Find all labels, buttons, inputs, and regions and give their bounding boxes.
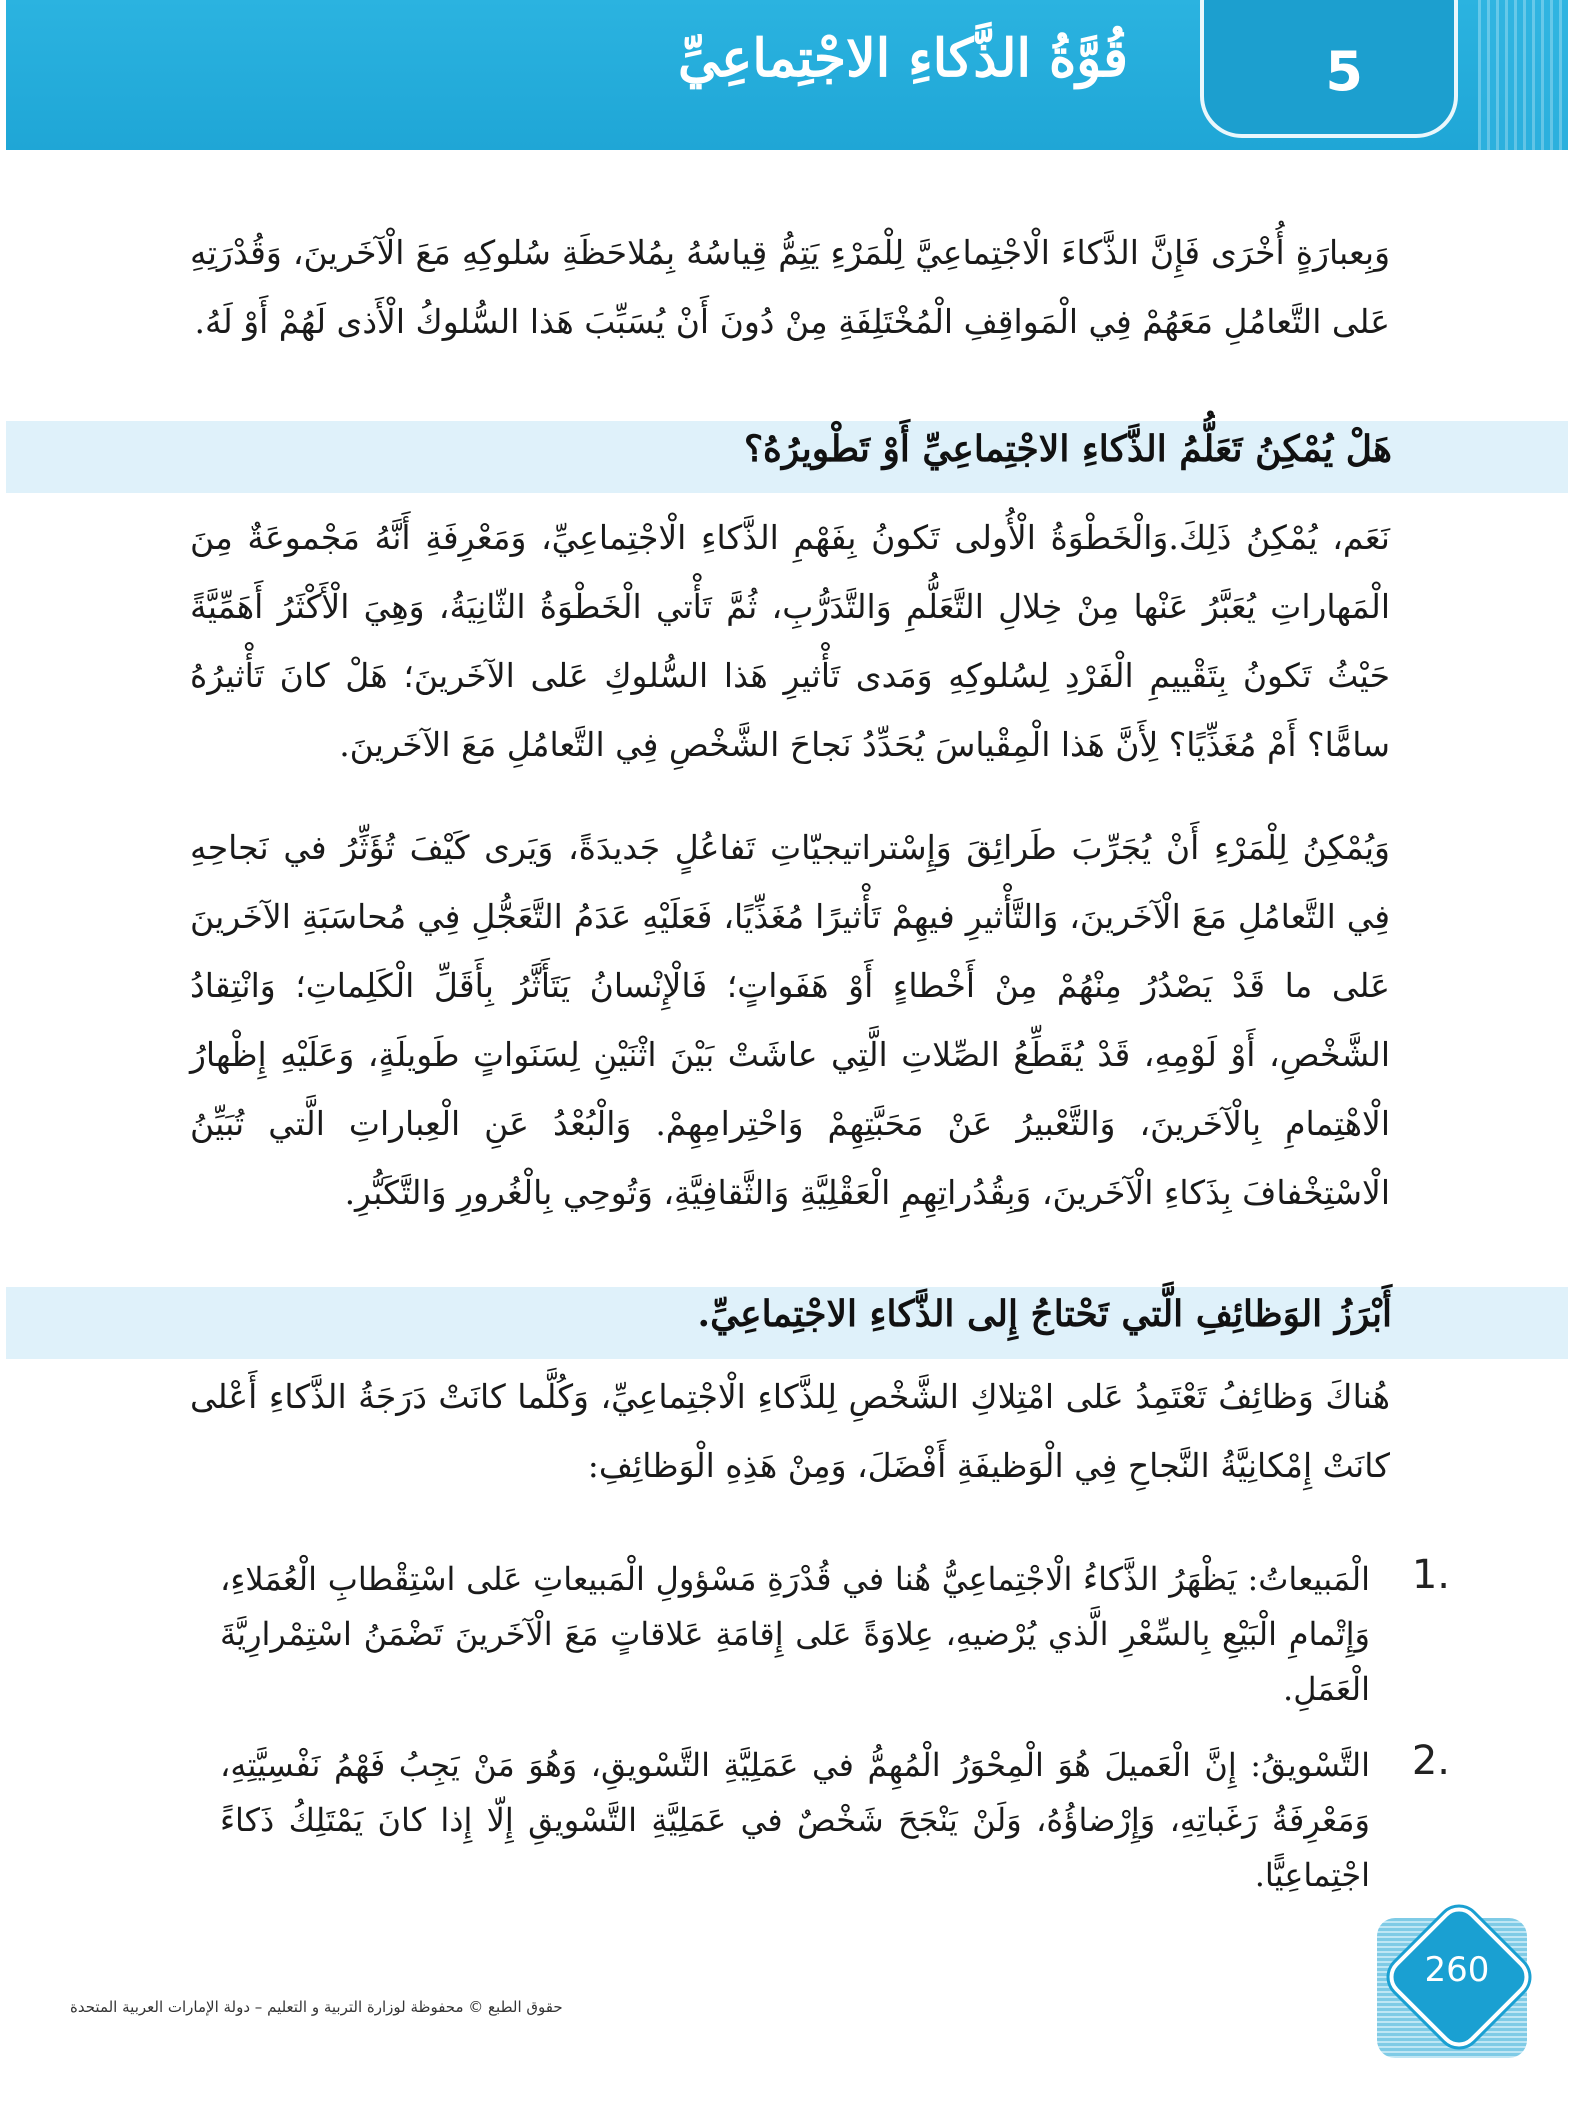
list-item-text: التَّسْويقُ: إِنَّ الْعَميلَ هُوَ الْمِحْوَرُ الْمُهِمُّ في عَمَلِيَّةِ التَّسْويقِ، وَهُوَ مَنْ يَجِبُ فَهْمُ نَفْسِيَّتِهِ، وَمَعْرِفَةُ رَغَباتِهِ، وَإِرْضاؤُهُ، وَلَنْ يَنْجَحَ شَخْصٌ في عَمَلِيَّةِ التَّسْويقِ إِلّا إِذا كانَ يَمْتَلِكُ ذَكاءً اجْتِماعِيًّا. bbox=[220, 1746, 1371, 1894]
list-item bbox=[220, 1738, 1450, 1938]
learn-paragraph-2: وَيُمْكِنُ لِلْمَرْءِ أَنْ يُجَرِّبَ طَرائِقَ وَإِسْتراتيجيّاتِ تَفاعُلٍ جَديدَةً، وَيَرى كَيْفَ تُؤَثِّرُ في نَجاحِهِ فِي التَّعامُلِ مَعَ الْآخَرينَ، وَالتَّأْثيرِ فيهِمْ تَأْثيرًا مُغَذِّيًا، فَعَلَيْهِ عَدَمُ التَّعَجُّلِ فِي مُحاسَبَةِ الآخَرينَ عَلى ما قَدْ يَصْدُرُ مِنْهُمْ مِنْ أَخْطاءٍ أَوْ هَفَواتٍ؛ فَالْإِنْسانُ يَتَأَثَّرُ بِأَقَلِّ الْكَلِماتِ؛ وَانْتِقادُ الشَّخْصِ، أَوْ لَوْمِهِ، قَدْ يُقَطِّعُ الصِّلاتِ الَّتِي عاشَتْ بَيْنَ اثْنَيْنِ لِسَنَواتٍ طَويلَةٍ، وَعَلَيْهِ إِظْهارُ الْاهْتِمامِ بِالْآخَرينَ، وَالتَّعْبيرُ عَنْ مَحَبَّتِهِمْ وَاحْتِرامِهِمْ. وَالْبُعْدُ عَنِ الْعِباراتِ الَّتي تُبَيِّنُ الْاسْتِخْفافَ بِذَكاءِ الْآخَرينَ، وَبِقُدُراتِهِمِ الْعَقْلِيَّةِ وَالثَّقافِيَّةِ، وَتُوحِي بِالْغُرورِ وَالتَّكَبُّرِ. bbox=[190, 828, 1390, 1212]
jobs-intro-paragraph: هُناكَ وَظائِفُ تَعْتَمِدُ عَلى امْتِلاكِ الشَّخْصِ لِلذَّكاءِ الْاجْتِماعِيِّ، وَكُلَّما كانَتْ دَرَجَةُ الذَّكاءِ أَعْلى كانَتْ إِمْكانِيَّةُ النَّجاحِ فِي الْوَظيفَةِ أَفْضَلَ، وَمِنْ هَذِهِ الْوَظائِفِ: bbox=[190, 1377, 1390, 1485]
intro-paragraph: وَبِعبارَةٍ أُخْرَى فَإِنَّ الذَّكاءَ الْاجْتِماعِيَّ لِلْمَرْءِ يَتِمُّ قِياسُهُ بِمُلاحَظَةِ سُلوكِهِ مَعَ الْآخَرينَ، وَقُدْرَتِهِ عَلى التَّعامُلِ مَعَهُمْ فِي الْمَواقِفِ الْمُخْتَلِفَةِ مِنْ دُونَ أَنْ يُسَبِّبَ هَذا السُّلوكُ الْأَذى لَهُمْ أَوْ لَهُ. bbox=[190, 233, 1390, 341]
chapter-title: قُوَّةُ الذَّكاءِ الاجْتِماعِيِّ bbox=[677, 28, 1128, 89]
banner-pattern bbox=[1478, 0, 1568, 150]
list-item-text: الْمَبيعاتُ: يَظْهَرُ الذَّكاءُ الْاجْتِماعِيُّ هُنا في قُدْرَةِ مَسْؤولِ الْمَبيعاتِ عَلى اسْتِقْطابِ الْعُمَلاءِ، وَإِتْمامِ الْبَيْعِ بِالسِّعْرِ الَّذي يُرْضيهِ، عِلاوَةً عَلى إِقامَةِ عَلاقاتٍ مَعَ الْآخَرينَ تَضْمَنُ اسْتِمْرارِيَّةَ الْعَمَلِ. bbox=[220, 1560, 1371, 1708]
footer-copyright: حقوق الطبع © محفوظة لوزارة التربية و التعليم – دولة الإمارات العربية المتحدة bbox=[70, 1998, 563, 2016]
learn-paragraph-1: نَعَم، يُمْكِنُ ذَلِكَ.وَالْخَطْوَةُ الْأُولى تَكونُ بِفَهْمِ الذَّكاءِ الْاجْتِماعِيِّ، وَمَعْرِفَةِ أَنَّهُ مَجْموعَةٌ مِنَ الْمَهاراتِ يُعَبَّرُ عَنْها مِنْ خِلالِ التَّعَلُّمِ وَالتَّدَرُّبِ، ثُمَّ تَأْتي الْخَطْوَةُ الثّانِيَةُ، وَهِيَ الْأَكْثَرُ أَهَمِّيَّةً حَيْثُ تَكونُ بِتَقْييمِ الْفَرْدِ لِسُلوكِهِ وَمَدى تَأْثيرِ هَذا السُّلوكِ عَلى الآخَرينَ؛ هَلْ كانَ تَأْثيرُهُ سامًّا؟ أَمْ مُغَذِّيًا؟ لِأَنَّ هَذا الْمِقْياسَ يُحَدِّدُ نَجاحَ الشَّخْصِ فِي التَّعامُلِ مَعَ الآخَرينَ. bbox=[190, 518, 1390, 764]
page-number: 260 bbox=[1424, 1950, 1490, 1990]
header-banner bbox=[6, 0, 1568, 150]
section-heading-jobs: أَبْرَزُ الوَظائِفِ الَّتي تَحْتاجُ إِلى الذَّكاءِ الاجْتِماعِيِّ. bbox=[697, 1293, 1392, 1335]
section-heading-learn: هَلْ يُمْكِنُ تَعَلُّمُ الذَّكاءِ الاجْتِماعِيِّ أَوْ تَطْويرُهُ؟ bbox=[743, 428, 1392, 470]
list-item bbox=[220, 1552, 1450, 1752]
list-item-number: 2. bbox=[1411, 1738, 1450, 1784]
list-item-number: 1. bbox=[1411, 1552, 1450, 1598]
chapter-number: 5 bbox=[1325, 40, 1363, 103]
